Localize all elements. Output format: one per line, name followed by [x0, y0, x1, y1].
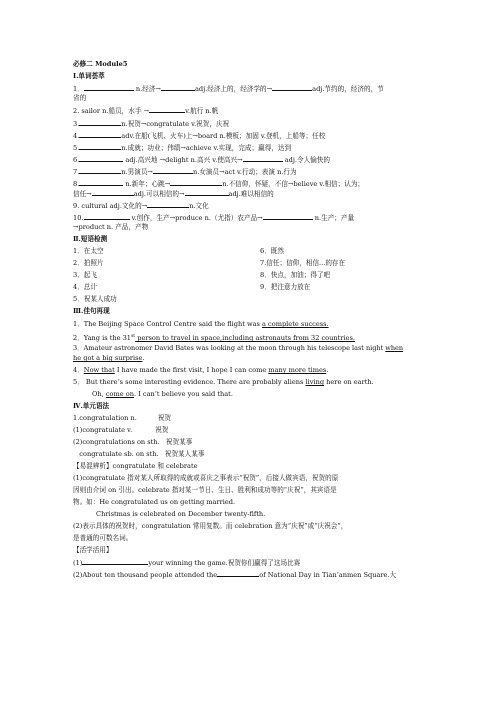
practice-heading: 【活学活用】 [73, 546, 113, 554]
sentence-3-cont: he got a big surprise. [73, 354, 145, 362]
grammar-line-8: 物。如：He congratulated us on getting married. [73, 498, 236, 506]
document-header: 必修二 Module5 [73, 60, 128, 68]
phrase-right-7: 7.信任；信仰，相信...的存在 [260, 259, 346, 267]
section-1-title: Ⅰ.单词荟萃 [73, 72, 105, 80]
vocab-item-7: 7. n.男演员→ n.女演员→act v.行动；表演 n.行为 [73, 168, 297, 176]
vocab-item-8-cont: 信任→ adj.可以相信的→ adj.难以相信的 [73, 190, 274, 198]
phrase-right-8: 8．快点，加油；得了吧 [260, 271, 331, 279]
vocab-item-10-cont: →product n. 产品，产物 [73, 223, 149, 231]
section-3-title: Ⅲ.佳句再现 [73, 307, 110, 315]
phrase-left-1: 1．在太空 [73, 247, 104, 255]
vocab-item-2: 2. sailor n.船员，水手 → v.航行 n.帆 [73, 107, 219, 115]
section-4-title: Ⅳ.单元语法 [73, 402, 110, 410]
vocab-item-9: 9. cultural adj.文化的→ n.文化 [73, 202, 209, 210]
grammar-line-2: (1)congratulate v. 祝贺 [73, 426, 169, 434]
phrase-right-9: 9．把注意力放在 [260, 283, 311, 291]
sentence-1: 1．The Beijing Space Control Centre said the flight was a complete success. [73, 320, 329, 328]
vocab-item-4: 4. adv.在船(飞机、火车)上→board n.模板；加固 v.登机，上船等；任校 [73, 132, 326, 140]
sentence-5: 5． But there’s some interesting evidence. There are probably aliens living here on earth. [73, 378, 374, 386]
sentence-3: 3．Amateur astronomer David Bates was looking at the moon through his telescope last night when [73, 344, 404, 352]
phrase-left-3: 3．起飞 [73, 271, 97, 279]
practice-item-2: (2)About ten thousand people attended the of National Day in Tian’anmen Square.大 [73, 571, 397, 579]
vocab-item-1: 1． n.经济→ adj.经济上的，经济学的→ adj.节约的，经济的，节 [73, 85, 384, 93]
grammar-line-11: 是普通的可数名词。 [73, 534, 133, 542]
vocab-item-10: 10. v.创作，生产→produce n.（尤指）农产品→ n.生产；产量 [73, 214, 355, 222]
vocab-item-8: 8. n.新年；心跳→ n.不信仰，怀疑，不信→believe v.相信；认为； [73, 180, 365, 188]
vocab-item-6: 6. adj.高兴地 →delight n.高兴 v.使高兴→ adj.令人愉快的 [73, 156, 330, 164]
grammar-line-6: (1)congratulate 指对某人所取得的成就或喜庆之事表示“祝贺”，后接人做宾语，祝贺的原 [73, 474, 339, 482]
sentence-5-reply: Oh, come on. I can’t believe you said that. [92, 390, 233, 398]
grammar-line-4: congratulate sb. on sth. 祝贺某人某事 [73, 450, 205, 458]
phrase-right-6: 6．既然 [260, 247, 284, 255]
grammar-line-1: 1.congratulation n. 祝贺 [73, 414, 172, 422]
grammar-line-10: (2)表示具体的祝贺时，congratulation 常用复数。而 celebration 意为“庆祝”或“庆祝会”， [73, 522, 348, 530]
grammar-line-9: Christmas is celebrated on December twenty-fifth. [73, 510, 266, 518]
vocab-item-5: 5. n.成就；功业；伟绩→achieve v.实现，完成；赢得，达到 [73, 144, 292, 152]
grammar-compare-heading: 【易混辨析】congratulate 和 celebrate [73, 462, 198, 470]
grammar-line-7: 因则由介词 on 引出。celebrate 指对某一节日、生日、胜利和成功等的“庆祝”，其宾语是 [73, 486, 337, 494]
phrase-left-4: 4．总计 [73, 283, 97, 291]
section-2-title: Ⅱ.短语检测 [73, 235, 108, 243]
vocab-item-3: 3. n.祝贺→congratulate v.祝贺，庆祝 [73, 120, 230, 128]
grammar-line-3: (2)congratulations on sth. 祝贺某事 [73, 438, 193, 446]
sentence-2: 2．Yang is the 31st person to travel in space,including astronauts from 32 countries. [73, 334, 355, 343]
vocab-item-1-cont: 省的 [73, 94, 87, 102]
phrase-left-2: 2．拍照片 [73, 259, 104, 267]
practice-item-1: (1) your winning the game.祝贺你们赢得了这场比赛 [73, 559, 301, 567]
phrase-left-5: 5．祝某人成功 [73, 295, 117, 303]
sentence-4: 4．Now that I have made the first visit, I hope I can come many more times. [73, 366, 329, 374]
